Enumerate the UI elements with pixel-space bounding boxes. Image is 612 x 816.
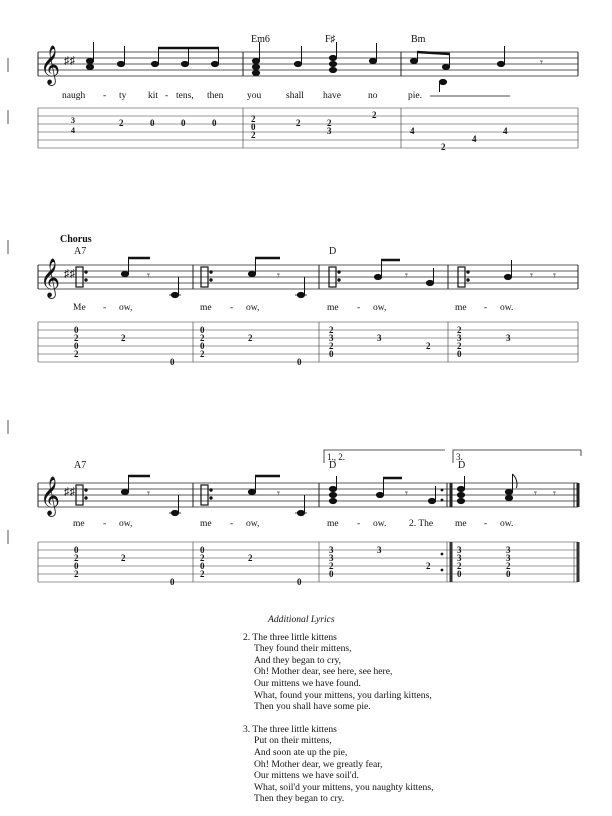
- system-3: [38, 450, 581, 587]
- tab-staff: [38, 542, 578, 582]
- svg-text:𝄾: 𝄾: [553, 270, 556, 282]
- svg-text:2: 2: [329, 561, 334, 571]
- notes: [76, 258, 512, 298]
- lyric-syllable: ow,: [119, 519, 133, 529]
- svg-text:2: 2: [441, 142, 446, 152]
- svg-text:𝄾: 𝄾: [530, 270, 533, 282]
- svg-text:2: 2: [74, 333, 79, 343]
- lyric-line: 2. The three little kittens: [243, 631, 337, 643]
- lyric-line: And they began to cry,: [254, 654, 342, 666]
- tab-repeat-dots: [441, 553, 444, 572]
- lyric-hyphen: -: [230, 303, 234, 313]
- chord-f-sharp: F♯: [325, 34, 336, 45]
- svg-text:0: 0: [200, 545, 205, 555]
- lyric-line: 3. The three little kittens: [243, 723, 337, 735]
- lyric-syllable: kit: [148, 91, 159, 101]
- svg-text:2: 2: [506, 561, 511, 571]
- svg-text:2: 2: [248, 333, 253, 343]
- treble-clef: 𝄞: [40, 478, 61, 515]
- chord-bm: Bm: [411, 34, 426, 45]
- ending-1-2-label: 1., 2.: [327, 452, 345, 462]
- svg-text:3: 3: [457, 545, 462, 555]
- svg-text:0: 0: [212, 118, 217, 128]
- lyric-syllable: ty: [119, 91, 127, 101]
- svg-text:2: 2: [121, 553, 126, 563]
- svg-text:0: 0: [74, 545, 79, 555]
- svg-text:2: 2: [200, 349, 205, 359]
- ending-3-label: 3.: [456, 452, 463, 462]
- svg-text:0: 0: [200, 325, 205, 335]
- svg-text:3: 3: [377, 545, 382, 555]
- lyric-hyphen: -: [357, 303, 361, 313]
- svg-text:4: 4: [503, 126, 508, 136]
- lyric-syllable: me: [327, 303, 339, 313]
- svg-text:0: 0: [329, 349, 334, 359]
- additional-lyrics-title: Additional Lyrics: [268, 614, 335, 625]
- chorus-label: Chorus: [60, 234, 92, 245]
- lyrics: [73, 519, 513, 529]
- svg-text:2: 2: [426, 561, 431, 571]
- chord-em6: Em6: [251, 34, 270, 45]
- svg-text:3: 3: [457, 553, 462, 563]
- svg-text:2: 2: [119, 118, 124, 128]
- lyric-hyphen: -: [103, 91, 107, 101]
- svg-text:0: 0: [251, 122, 256, 132]
- lyric-line: Oh! Mother dear, we greatly fear,: [254, 758, 383, 770]
- svg-text:0: 0: [506, 569, 511, 579]
- svg-text:4: 4: [410, 126, 415, 136]
- lyric-line: Put on their mittens,: [254, 735, 332, 747]
- chord-a7: A7: [74, 460, 87, 471]
- lyric-hyphen: -: [357, 519, 361, 529]
- system-2: [38, 234, 578, 367]
- chord-a7: A7: [74, 246, 87, 257]
- chord-d: D: [458, 460, 466, 471]
- svg-text:4: 4: [71, 126, 75, 135]
- lyric-syllable: pie.: [408, 91, 422, 101]
- lyric-syllable: me: [200, 519, 212, 529]
- svg-text:0: 0: [74, 561, 79, 571]
- key-signature: ♯♯: [64, 268, 75, 280]
- staff-lines: [38, 265, 578, 289]
- lyric-syllable: tens,: [176, 91, 194, 101]
- lyric-line: Then you shall have some pie.: [254, 701, 371, 713]
- svg-text:3: 3: [329, 545, 334, 555]
- svg-text:𝄾: 𝄾: [277, 270, 280, 282]
- svg-text:0: 0: [297, 357, 302, 367]
- svg-text:2: 2: [457, 341, 462, 351]
- lyric-syllable: have: [323, 91, 341, 101]
- svg-text:𝄾: 𝄾: [405, 488, 408, 500]
- lyric-syllable: naugh: [62, 91, 86, 101]
- svg-text:𝄾: 𝄾: [147, 488, 150, 500]
- svg-text:2: 2: [327, 118, 332, 128]
- svg-text:2: 2: [200, 333, 205, 343]
- lyric-syllable: 2. The: [409, 519, 434, 529]
- key-signature: ♯♯: [64, 486, 75, 498]
- verse-2: [243, 632, 543, 713]
- lyric-syllable: me: [455, 519, 467, 529]
- svg-text:0: 0: [74, 341, 79, 351]
- tab-staff: [38, 108, 578, 148]
- svg-text:𝄾: 𝄾: [405, 270, 408, 282]
- additional-lyrics: [243, 614, 543, 816]
- svg-text:𝄾: 𝄾: [277, 488, 280, 500]
- staff-lines: [38, 483, 578, 507]
- svg-text:3: 3: [506, 333, 511, 343]
- lyric-hyphen: -: [103, 303, 107, 313]
- lyric-syllable: ow,: [119, 303, 133, 313]
- lyric-syllable: me: [200, 303, 212, 313]
- svg-text:4: 4: [472, 134, 477, 144]
- lyric-syllable: ow,: [246, 519, 260, 529]
- svg-text:2: 2: [74, 349, 79, 359]
- lyric-hyphen: -: [165, 91, 169, 101]
- svg-text:0: 0: [297, 577, 302, 587]
- lyric-syllable: me: [327, 519, 339, 529]
- svg-text:2: 2: [200, 569, 205, 579]
- svg-text:2: 2: [457, 325, 462, 335]
- svg-text:3: 3: [329, 553, 334, 563]
- volta-brackets: [324, 450, 581, 463]
- lyric-syllable: Me: [73, 303, 86, 313]
- svg-text:2: 2: [251, 114, 256, 124]
- lyric-syllable: ow,: [246, 303, 260, 313]
- lyric-syllable: you: [247, 91, 262, 101]
- svg-text:0: 0: [457, 349, 462, 359]
- svg-text:3: 3: [329, 333, 334, 343]
- svg-text:𝄾: 𝄾: [553, 488, 556, 500]
- svg-text:2: 2: [329, 341, 334, 351]
- lyric-line: Our mittens we have soil'd.: [254, 770, 359, 782]
- lyric-syllable: me: [73, 519, 85, 529]
- lyric-line: What, found your mittens, you darling kittens,: [254, 689, 432, 701]
- svg-text:2: 2: [457, 561, 462, 571]
- svg-text:2: 2: [296, 118, 301, 128]
- svg-text:3: 3: [506, 553, 511, 563]
- lyric-line: Oh! Mother dear, see here, see here,: [254, 666, 393, 678]
- svg-text:0: 0: [181, 118, 186, 128]
- svg-text:2: 2: [121, 333, 126, 343]
- eighth-rest: 𝄾: [540, 57, 543, 69]
- lyric-hyphen: -: [103, 519, 107, 529]
- lyrics: [73, 303, 513, 313]
- tab-numbers: [71, 110, 508, 152]
- treble-clef: 𝄞: [40, 260, 61, 297]
- svg-text:0: 0: [329, 569, 334, 579]
- svg-text:2: 2: [251, 130, 256, 140]
- svg-text:2: 2: [329, 325, 334, 335]
- svg-text:0: 0: [74, 325, 79, 335]
- lyric-syllable: ow,: [373, 303, 387, 313]
- tab-staff: [38, 322, 578, 362]
- svg-text:3: 3: [327, 126, 332, 136]
- lyric-line: They found their mittens,: [254, 643, 352, 655]
- treble-clef: 𝄞: [40, 47, 61, 84]
- lyric-line: Our mittens we have found.: [254, 677, 361, 689]
- svg-text:2: 2: [248, 553, 253, 563]
- svg-text:0: 0: [170, 357, 175, 367]
- lyric-syllable: ow.: [373, 519, 387, 529]
- lyric-hyphen: -: [484, 519, 488, 529]
- chord-d: D: [329, 460, 337, 471]
- notes: [86, 42, 504, 92]
- lyric-syllable: ow.: [500, 303, 514, 313]
- svg-text:3: 3: [71, 116, 75, 125]
- svg-text:0: 0: [200, 341, 205, 351]
- svg-text:2: 2: [74, 569, 79, 579]
- lyric-syllable: ow.: [500, 519, 514, 529]
- lyric-line: What, soil'd your mittens, you naughty kittens,: [254, 781, 434, 793]
- lyric-syllable: me: [455, 303, 467, 313]
- lyric-syllable: no: [368, 91, 378, 101]
- svg-text:3: 3: [457, 333, 462, 343]
- lyrics: [62, 91, 422, 101]
- svg-text:𝄾: 𝄾: [147, 270, 150, 282]
- svg-text:2: 2: [372, 110, 377, 120]
- lyric-hyphen: -: [484, 303, 488, 313]
- lyric-line: Then they began to cry.: [254, 793, 345, 805]
- svg-text:3: 3: [377, 333, 382, 343]
- svg-text:𝄾: 𝄾: [534, 488, 537, 500]
- lyric-hyphen: -: [230, 519, 234, 529]
- svg-text:2: 2: [74, 553, 79, 563]
- svg-text:0: 0: [170, 577, 175, 587]
- lyric-syllable: then: [207, 91, 224, 101]
- key-signature: ♯♯: [64, 55, 75, 67]
- svg-text:0: 0: [200, 561, 205, 571]
- chord-d: D: [329, 246, 337, 257]
- svg-text:3: 3: [506, 545, 511, 555]
- svg-text:0: 0: [457, 569, 462, 579]
- system-1: [38, 34, 578, 152]
- svg-text:2: 2: [426, 341, 431, 351]
- svg-text:2: 2: [200, 553, 205, 563]
- svg-text:0: 0: [150, 118, 155, 128]
- lyric-syllable: shall: [286, 91, 304, 101]
- verse-3: [243, 724, 543, 805]
- lyric-line: And soon ate up the pie,: [254, 746, 348, 758]
